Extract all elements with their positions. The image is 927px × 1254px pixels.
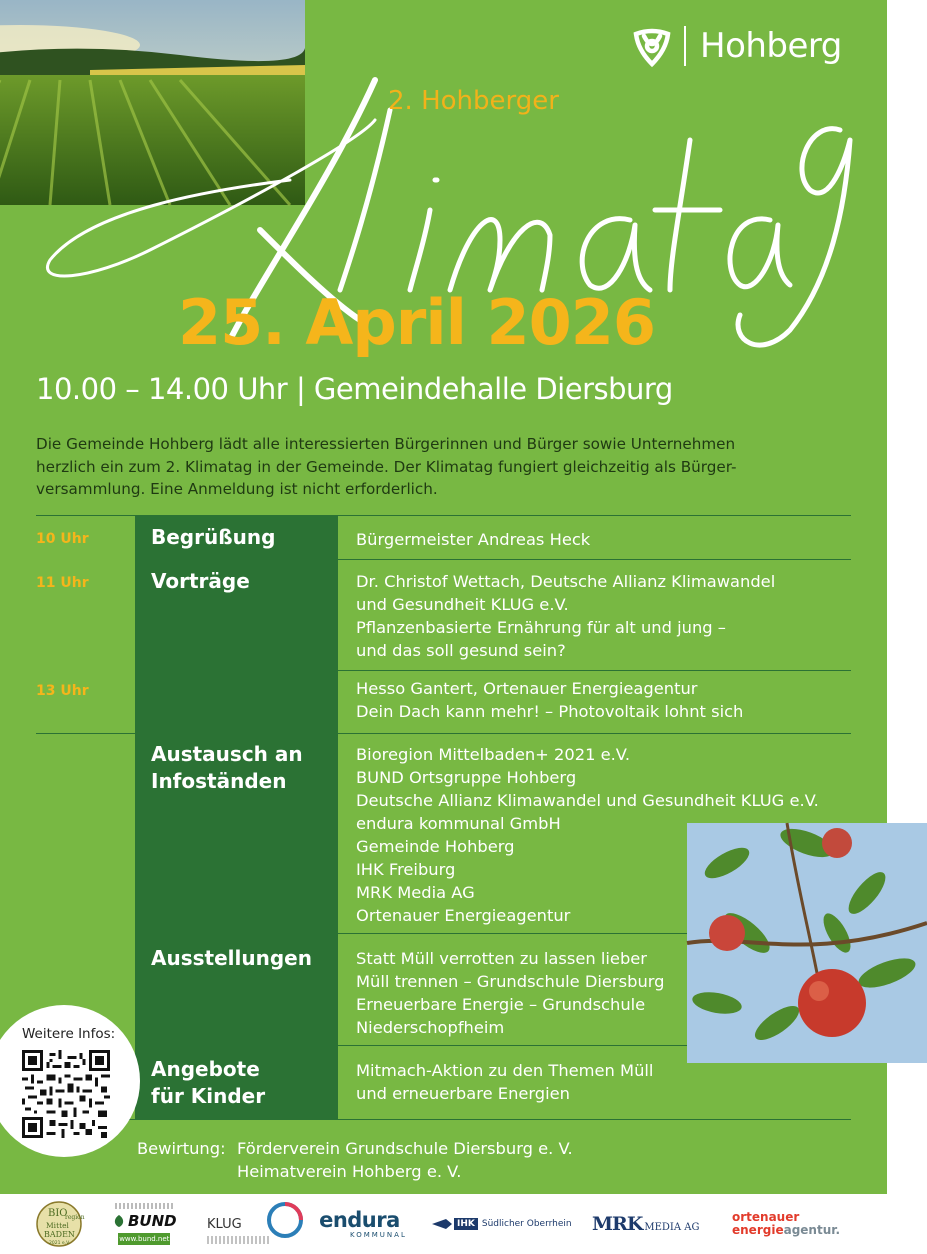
catering-line: Förderverein Grundschule Diersburg e. V. [237, 1139, 573, 1158]
row-divider [36, 1119, 851, 1120]
entry-line: Niederschopfheim [356, 1018, 505, 1037]
klug-fineprint [207, 1236, 269, 1244]
bio-mid: Mittel [46, 1221, 69, 1230]
bund-leaf-icon [112, 1214, 126, 1228]
booth-item: MRK Media AG [356, 883, 475, 902]
apple-photo [687, 823, 927, 1063]
ortenauer-agentur: agentur. [783, 1223, 841, 1237]
category-kids [151, 1056, 265, 1110]
entry-line: Pflanzenbasierte Ernährung für alt und jung – [356, 618, 726, 637]
catering-label: Bewirtung: [137, 1139, 226, 1158]
time-venue: 10.00 – 14.00 Uhr | Gemeindehalle Diersburg [36, 372, 673, 406]
row-divider [36, 733, 851, 734]
endura-name: endura [319, 1208, 400, 1232]
ihk-region: Südlicher Oberrhein [481, 1219, 572, 1229]
intro-line: versammlung. Eine Anmeldung ist nicht erforderlich. [36, 480, 438, 498]
bio-top: BIO [48, 1208, 68, 1219]
intro-text [36, 433, 856, 501]
intro-line: herzlich ein zum 2. Klimatag in der Gemeinde. Der Klimatag fungiert gleichzeitig als Bürger- [36, 457, 737, 476]
talk-entry [356, 677, 743, 723]
bund-fineprint [115, 1203, 173, 1209]
exhibition-entry [356, 947, 665, 1039]
ihk-logo[interactable] [432, 1194, 572, 1254]
bio-bottom: BADEN [44, 1230, 75, 1239]
intro-line: Die Gemeinde Hohberg lädt alle interessierten Bürgerinnen und Bürger sowie Unternehmen [36, 435, 736, 453]
mrk-name: MRK [592, 1213, 643, 1235]
entry-line: Dein Dach kann mehr! – Photovoltaik lohnt sich [356, 702, 744, 721]
time-label: 11 Uhr [36, 575, 89, 591]
event-date: 25. April 2026 [178, 286, 656, 359]
bund-logo[interactable] [112, 1194, 177, 1254]
entry-line: Hesso Gantert, Ortenauer Energieagentur [356, 679, 698, 698]
entry-line: und erneuerbare Energien [356, 1084, 571, 1103]
ortenauer-energie: energie [732, 1223, 784, 1237]
booth-item: Gemeinde Hohberg [356, 837, 515, 856]
entry-line: und das soll gesund sein? [356, 641, 566, 660]
booth-item: Bioregion Mittelbaden+ 2021 e.V. [356, 745, 631, 764]
partner-logo-strip [0, 1194, 887, 1254]
time-label: 13 Uhr [36, 683, 89, 699]
logo-name: Hohberg [700, 26, 842, 66]
bio-year: 2021 e.V. [49, 1241, 71, 1246]
category-exhibitions: Ausstellungen [151, 946, 312, 970]
row-divider [338, 559, 851, 560]
entry-line: Mitmach-Aktion zu den Themen Müll [356, 1061, 654, 1080]
category-line: Angebote [151, 1057, 260, 1081]
ihk-name: IHK [454, 1218, 478, 1230]
booth-item: BUND Ortsgruppe Hohberg [356, 768, 577, 787]
bioregion-seal-icon [36, 1200, 85, 1248]
bioregion-logo[interactable] [36, 1194, 85, 1254]
entry-line: Dr. Christof Wettach, Deutsche Allianz Klimawandel [356, 572, 776, 591]
entry-line: Statt Müll verrotten zu lassen lieber [356, 949, 647, 968]
row-divider [36, 515, 851, 516]
category-line: für Kinder [151, 1084, 266, 1108]
category-booths [151, 741, 303, 795]
booth-item: IHK Freiburg [356, 860, 456, 879]
kids-entry [356, 1059, 653, 1105]
time-label: 10 Uhr [36, 531, 89, 547]
catering-line: Heimatverein Hohberg e. V. [237, 1162, 462, 1181]
bund-url: www.bund.net [119, 1235, 170, 1243]
ihk-arrow-icon [432, 1216, 452, 1232]
entry-line: Erneuerbare Energie – Grundschule [356, 995, 646, 1014]
category-column [135, 515, 338, 1120]
klug-ring-icon [265, 1200, 305, 1240]
qr-label: Weitere Infos: [22, 1026, 116, 1042]
endura-sub: KOMMUNAL [350, 1231, 407, 1239]
mrk-sub: MEDIA AG [644, 1221, 700, 1233]
catering-info [137, 1137, 573, 1183]
bund-name: BUND [128, 1212, 177, 1230]
category-line: Infoständen [151, 769, 287, 793]
qr-code[interactable] [22, 1050, 110, 1138]
booth-item: Deutsche Allianz Klimawandel und Gesundheit KLUG e.V. [356, 791, 819, 810]
category-talks: Vorträge [151, 569, 250, 593]
entry-line: Müll trennen – Grundschule Diersburg [356, 972, 665, 991]
booth-item: Ortenauer Energieagentur [356, 906, 571, 925]
klug-logo[interactable] [207, 1194, 305, 1254]
entry-line: und Gesundheit KLUG e.V. [356, 595, 569, 614]
row-divider [338, 670, 851, 671]
entry-line: Bürgermeister Andreas Heck [356, 530, 591, 549]
endura-logo[interactable] [312, 1194, 407, 1254]
bio-side: region [65, 1214, 85, 1221]
ortenauer-line1: ortenauer [732, 1210, 800, 1224]
ortenauer-logo[interactable] [732, 1194, 840, 1254]
booth-item: endura kommunal GmbH [356, 814, 561, 833]
mrk-logo[interactable] [592, 1194, 699, 1254]
event-subtitle: 2. Hohberger [388, 86, 559, 116]
greeting-entry [356, 528, 590, 551]
category-greeting: Begrüßung [151, 525, 276, 549]
category-line: Austausch an [151, 742, 303, 766]
talk-entry [356, 570, 775, 662]
klug-name: KLUG [207, 1216, 242, 1232]
